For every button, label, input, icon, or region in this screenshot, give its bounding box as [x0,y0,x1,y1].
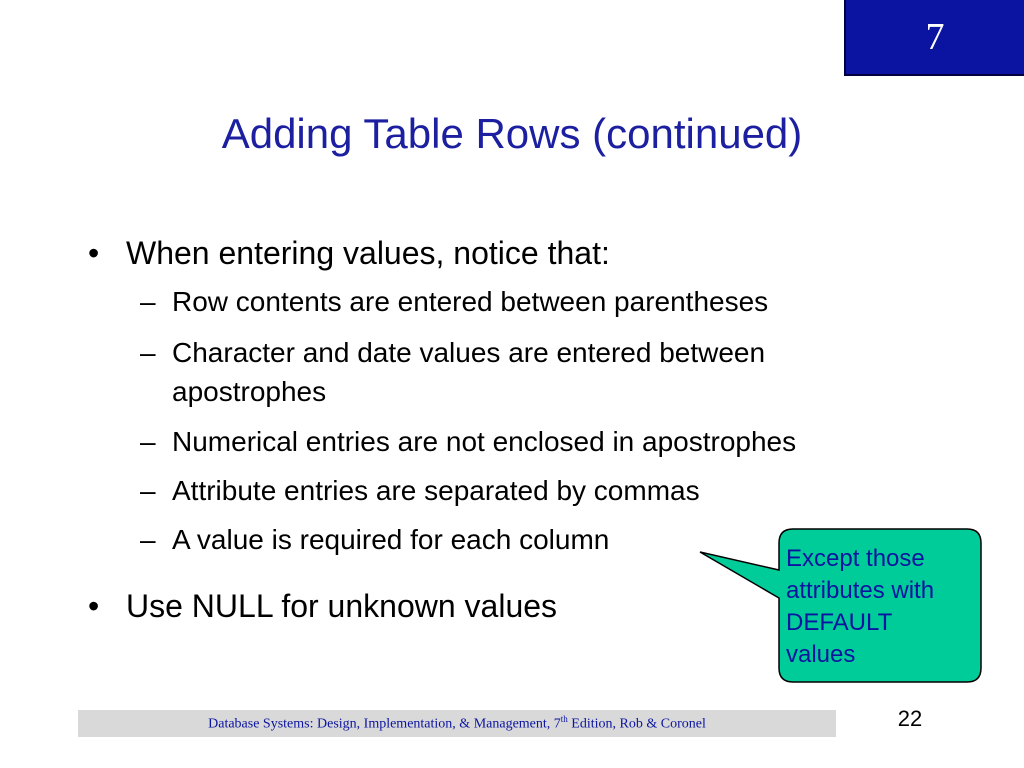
footer-superscript: th [560,714,568,725]
chapter-number: 7 [925,16,945,58]
sub-item-3: Numerical entries are not enclosed in apostrophes [172,426,797,457]
sub-item-5: A value is required for each column [172,524,610,555]
dash-marker: – [140,286,156,317]
dash-marker: – [140,524,156,555]
sub-item-4: Attribute entries are separated by commas [172,475,700,506]
footer-text-end: Edition, Rob & Coronel [567,716,706,732]
bullet-marker: • [88,235,100,271]
callout-line: attributes with [786,577,935,604]
callout-line: DEFAULT [786,609,893,636]
bullet-marker: • [88,588,100,624]
sub-item-1: Row contents are entered between parentheses [172,286,769,317]
bullet-item-2: Use NULL for unknown values [126,588,558,624]
callout-line: Except those [786,545,925,572]
callout-line: values [786,641,856,668]
footer-text: Database Systems: Design, Implementation, & Management, 7 [208,716,561,732]
footer-citation [208,714,706,733]
page-number: 22 [897,706,923,731]
footer-bar [78,710,836,737]
dash-marker: – [140,475,156,506]
bullet-item-1: When entering values, notice that: [126,235,610,271]
sub-item-2-continued: apostrophes [172,376,327,407]
sub-item-2: Character and date values are entered between [172,337,766,368]
dash-marker: – [140,337,156,368]
callout-text [786,543,971,671]
slide-title: Adding Table Rows (continued) [221,110,803,157]
dash-marker: – [140,426,156,457]
